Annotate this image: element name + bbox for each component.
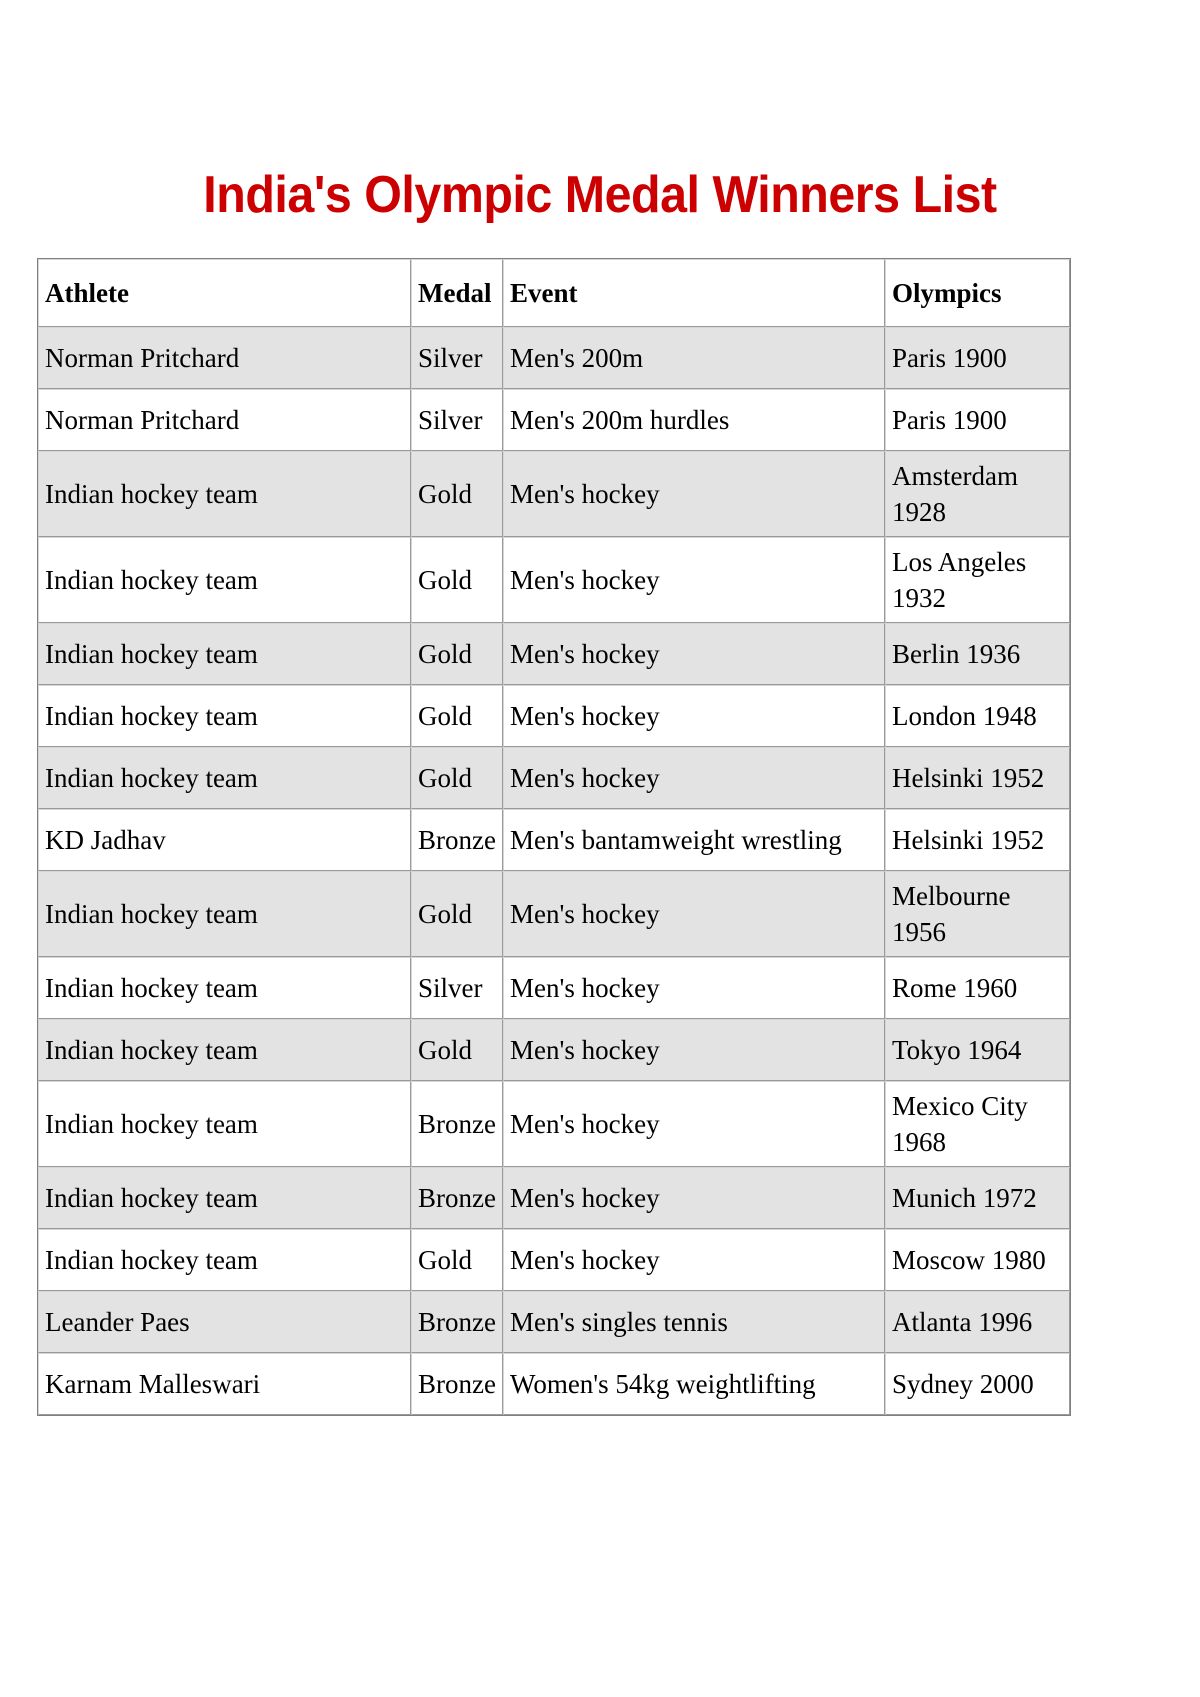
cell-olympics: Paris 1900: [885, 327, 1070, 389]
cell-athlete: Indian hockey team: [38, 451, 411, 537]
table-container: [37, 258, 1069, 1416]
cell-medal: Gold: [411, 1229, 503, 1291]
cell-medal: Silver: [411, 327, 503, 389]
column-header-athlete: Athlete: [38, 259, 411, 327]
table-header-row: [38, 259, 1070, 327]
table-row: [38, 451, 1070, 537]
cell-event: Men's hockey: [503, 1019, 885, 1081]
cell-olympics: Munich 1972: [885, 1167, 1070, 1229]
cell-athlete: Norman Pritchard: [38, 389, 411, 451]
cell-medal: Gold: [411, 623, 503, 685]
table-row: [38, 327, 1070, 389]
cell-olympics: London 1948: [885, 685, 1070, 747]
cell-athlete: Indian hockey team: [38, 1229, 411, 1291]
cell-event: Men's hockey: [503, 1167, 885, 1229]
cell-medal: Gold: [411, 537, 503, 623]
cell-athlete: Karnam Malleswari: [38, 1353, 411, 1415]
cell-olympics: Helsinki 1952: [885, 809, 1070, 871]
cell-olympics: Berlin 1936: [885, 623, 1070, 685]
cell-athlete: Indian hockey team: [38, 1019, 411, 1081]
cell-event: Men's hockey: [503, 871, 885, 957]
page-title: India's Olympic Medal Winners List: [203, 165, 997, 224]
cell-event: Men's hockey: [503, 1229, 885, 1291]
cell-olympics: Amsterdam 1928: [885, 451, 1070, 537]
olympic-medal-winners-table: [37, 258, 1071, 1416]
table-row: [38, 1353, 1070, 1415]
table-row: [38, 537, 1070, 623]
cell-olympics: Paris 1900: [885, 389, 1070, 451]
cell-olympics: Sydney 2000: [885, 1353, 1070, 1415]
cell-athlete: Leander Paes: [38, 1291, 411, 1353]
table-row: [38, 623, 1070, 685]
table-row: [38, 957, 1070, 1019]
table-row: [38, 1081, 1070, 1167]
cell-olympics: Tokyo 1964: [885, 1019, 1070, 1081]
cell-event: Men's 200m hurdles: [503, 389, 885, 451]
cell-medal: Silver: [411, 389, 503, 451]
cell-medal: Gold: [411, 747, 503, 809]
cell-olympics: Los Angeles 1932: [885, 537, 1070, 623]
cell-olympics: Melbourne 1956: [885, 871, 1070, 957]
table-body: [38, 327, 1070, 1415]
cell-athlete: Indian hockey team: [38, 957, 411, 1019]
table-row: [38, 1019, 1070, 1081]
cell-event: Men's hockey: [503, 747, 885, 809]
cell-medal: Gold: [411, 1019, 503, 1081]
table-row: [38, 1229, 1070, 1291]
column-header-event: Event: [503, 259, 885, 327]
cell-athlete: Indian hockey team: [38, 871, 411, 957]
table-row: [38, 1291, 1070, 1353]
column-header-olympics: Olympics: [885, 259, 1070, 327]
cell-event: Men's hockey: [503, 1081, 885, 1167]
cell-athlete: Indian hockey team: [38, 1081, 411, 1167]
cell-event: Men's hockey: [503, 451, 885, 537]
cell-medal: Bronze: [411, 1081, 503, 1167]
cell-medal: Gold: [411, 451, 503, 537]
table-header: [38, 259, 1070, 327]
cell-olympics: Atlanta 1996: [885, 1291, 1070, 1353]
cell-medal: Gold: [411, 685, 503, 747]
cell-athlete: Indian hockey team: [38, 1167, 411, 1229]
cell-event: Men's singles tennis: [503, 1291, 885, 1353]
cell-athlete: Indian hockey team: [38, 685, 411, 747]
table-row: [38, 389, 1070, 451]
cell-event: Men's hockey: [503, 685, 885, 747]
cell-medal: Bronze: [411, 1353, 503, 1415]
cell-medal: Gold: [411, 871, 503, 957]
cell-event: Men's 200m: [503, 327, 885, 389]
cell-athlete: Norman Pritchard: [38, 327, 411, 389]
cell-athlete: Indian hockey team: [38, 747, 411, 809]
cell-athlete: Indian hockey team: [38, 623, 411, 685]
cell-event: Men's hockey: [503, 537, 885, 623]
cell-olympics: Rome 1960: [885, 957, 1070, 1019]
cell-event: Men's bantamweight wrestling: [503, 809, 885, 871]
table-row: [38, 871, 1070, 957]
cell-event: Men's hockey: [503, 957, 885, 1019]
cell-medal: Bronze: [411, 809, 503, 871]
cell-event: Women's 54kg weightlifting: [503, 1353, 885, 1415]
table-row: [38, 685, 1070, 747]
cell-athlete: KD Jadhav: [38, 809, 411, 871]
cell-olympics: Moscow 1980: [885, 1229, 1070, 1291]
cell-olympics: Mexico City 1968: [885, 1081, 1070, 1167]
cell-medal: Bronze: [411, 1291, 503, 1353]
table-row: [38, 747, 1070, 809]
column-header-medal: Medal: [411, 259, 503, 327]
table-row: [38, 809, 1070, 871]
cell-medal: Bronze: [411, 1167, 503, 1229]
cell-athlete: Indian hockey team: [38, 537, 411, 623]
cell-medal: Silver: [411, 957, 503, 1019]
cell-olympics: Helsinki 1952: [885, 747, 1070, 809]
table-row: [38, 1167, 1070, 1229]
cell-event: Men's hockey: [503, 623, 885, 685]
